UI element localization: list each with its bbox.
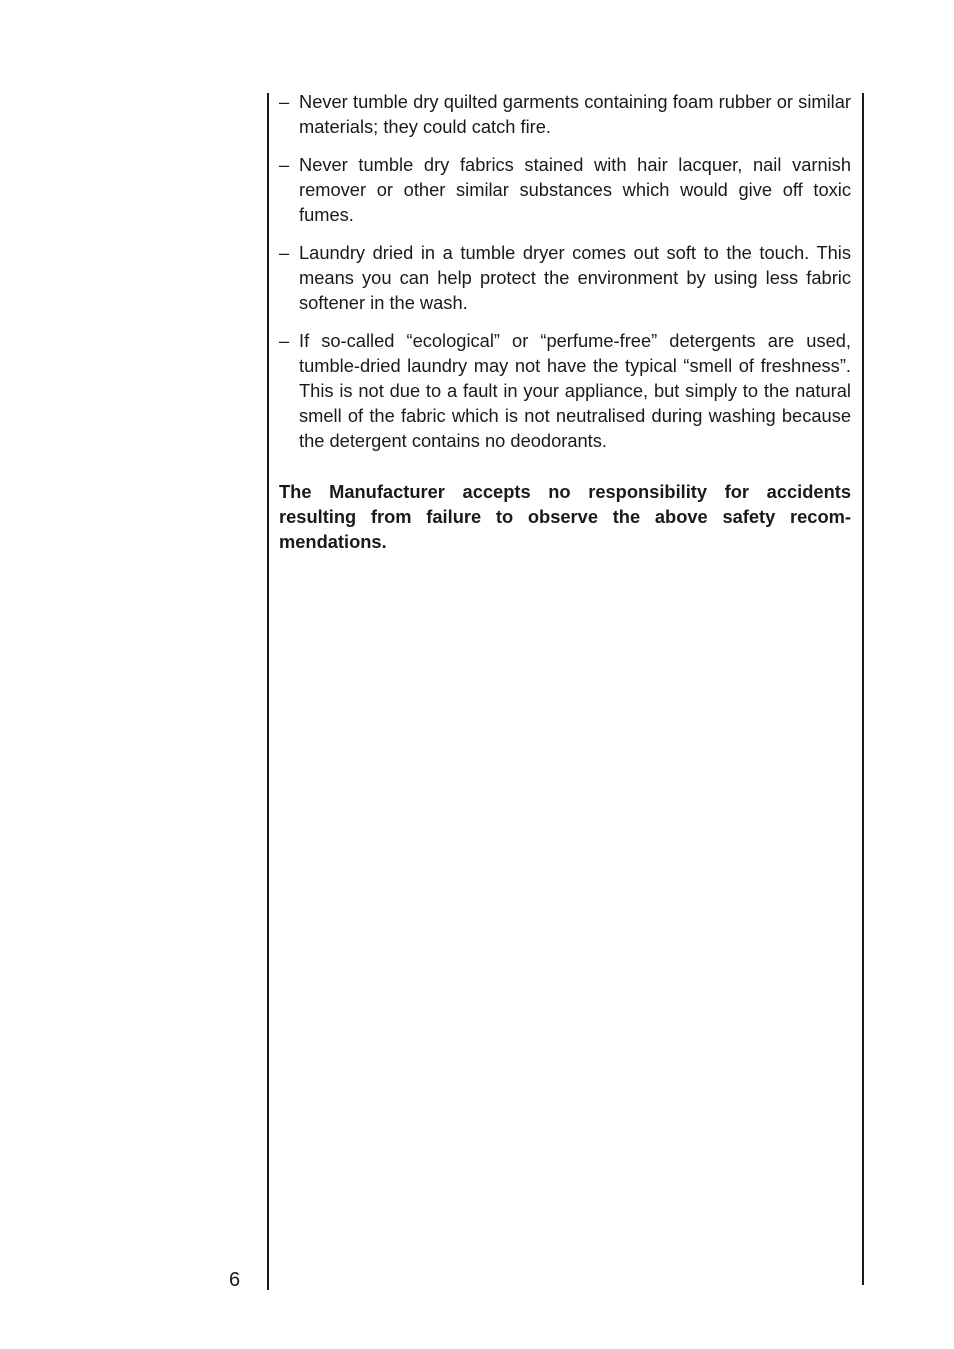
list-item <box>279 328 851 453</box>
manufacturer-notice: The Manufacturer accepts no responsibility for accidents resulting from failure to observe the above safety recommendations. <box>279 481 851 552</box>
page-content <box>279 89 851 572</box>
list-item <box>279 240 851 315</box>
bullet-text: Never tumble dry fabrics stained with hair lacquer, nail varnish remover or other similar substances which would give off toxic fumes. <box>299 154 851 225</box>
list-item <box>279 89 851 139</box>
bullet-dash: – <box>279 242 290 263</box>
list-item <box>279 152 851 227</box>
bullet-text: Laundry dried in a tumble dryer comes out soft to the touch. This means you can help protect the environment by using less fabric softener in the wash. <box>299 242 851 313</box>
bullet-dash: – <box>279 330 290 351</box>
page-number: 6 <box>229 1269 241 1291</box>
bullet-dash: – <box>279 91 290 112</box>
left-margin-rule <box>267 93 269 1290</box>
safety-bullet-list <box>279 89 851 453</box>
bullet-text: If so-called “ecological” or “perfume-free” detergents are used, tumble-dried laundry may not have the typical “smell of freshness”. This is not due to a fault in your appliance, but simply to the natural smell of the fabric which is not neutralised during washing because the detergent contains no deodorants. <box>299 330 851 451</box>
bullet-dash: – <box>279 154 290 175</box>
bullet-text: Never tumble dry quilted garments containing foam rubber or similar materials; they could catch fire. <box>299 91 851 137</box>
right-margin-rule <box>862 93 864 1285</box>
